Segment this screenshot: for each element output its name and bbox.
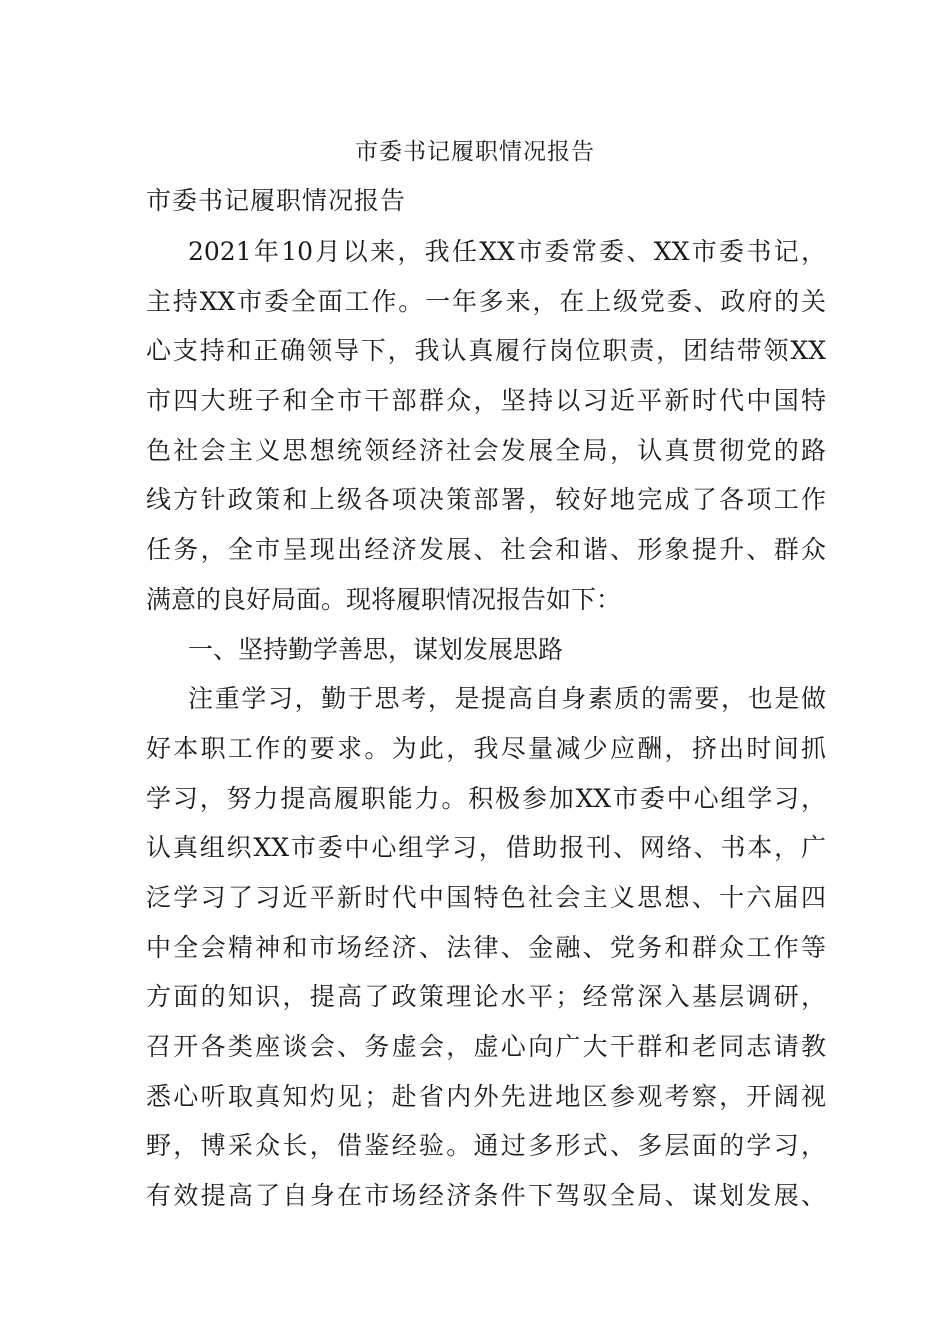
document-body [146,234,826,1228]
paragraph-line: 注重学习，勤于思考，是提高自身素质的需要，也是做 [188,684,826,714]
paragraph-line: 泛学习了习近平新时代中国特色社会主义思想、十六届四 [146,882,826,912]
paragraph-line: 方面的知识，提高了政策理论水平；经常深入基层调研， [146,982,826,1012]
paragraph-line: 满意的良好局面。现将履职情况报告如下： [146,584,622,614]
paragraph-line: 线方针政策和上级各项决策部署，较好地完成了各项工作 [146,485,826,515]
paragraph-line: 2021年10月以来，我任XX市委常委、XX市委书记， [188,237,826,266]
paragraph-line: 悉心听取真知灼见；赴省内外先进地区参观考察，开阔视 [146,1081,826,1111]
paragraph-line: 市四大班子和全市干部群众，坚持以习近平新时代中国特 [146,386,826,416]
paragraph-line: 任务，全市呈现出经济发展、社会和谐、形象提升、群众 [146,535,826,565]
paragraph-line: 学习，努力提高履职能力。积极参加XX市委中心组学习， [146,783,826,813]
section-heading: 一、坚持勤学善思，谋划发展思路 [188,634,564,664]
paragraph-line: 召开各类座谈会、务虚会，虚心向广大干群和老同志请教 [146,1032,826,1061]
paragraph-line: 主持XX市委全面工作。一年多来，在上级党委、政府的关 [146,286,826,316]
paragraph-line: 认真组织XX市委中心组学习，借助报刊、网络、书本，广 [146,833,826,863]
paragraph-line: 好本职工作的要求。为此，我尽量减少应酬，挤出时间抓 [146,733,826,763]
paragraph-line: 中全会精神和市场经济、法律、金融、党务和群众工作等 [146,932,826,962]
document-subtitle: 市委书记履职情况报告 [146,186,407,215]
paragraph-line: 野，博采众长，借鉴经验。通过多形式、多层面的学习， [146,1131,826,1161]
paragraph-line: 心支持和正确领导下，我认真履行岗位职责，团结带领XX [146,336,826,366]
document-title: 市委书记履职情况报告 [355,139,595,165]
paragraph-line: 色社会主义思想统领经济社会发展全局，认真贯彻党的路 [146,435,826,465]
paragraph-line: 有效提高了自身在市场经济条件下驾驭全局、谋划发展、 [146,1181,826,1211]
